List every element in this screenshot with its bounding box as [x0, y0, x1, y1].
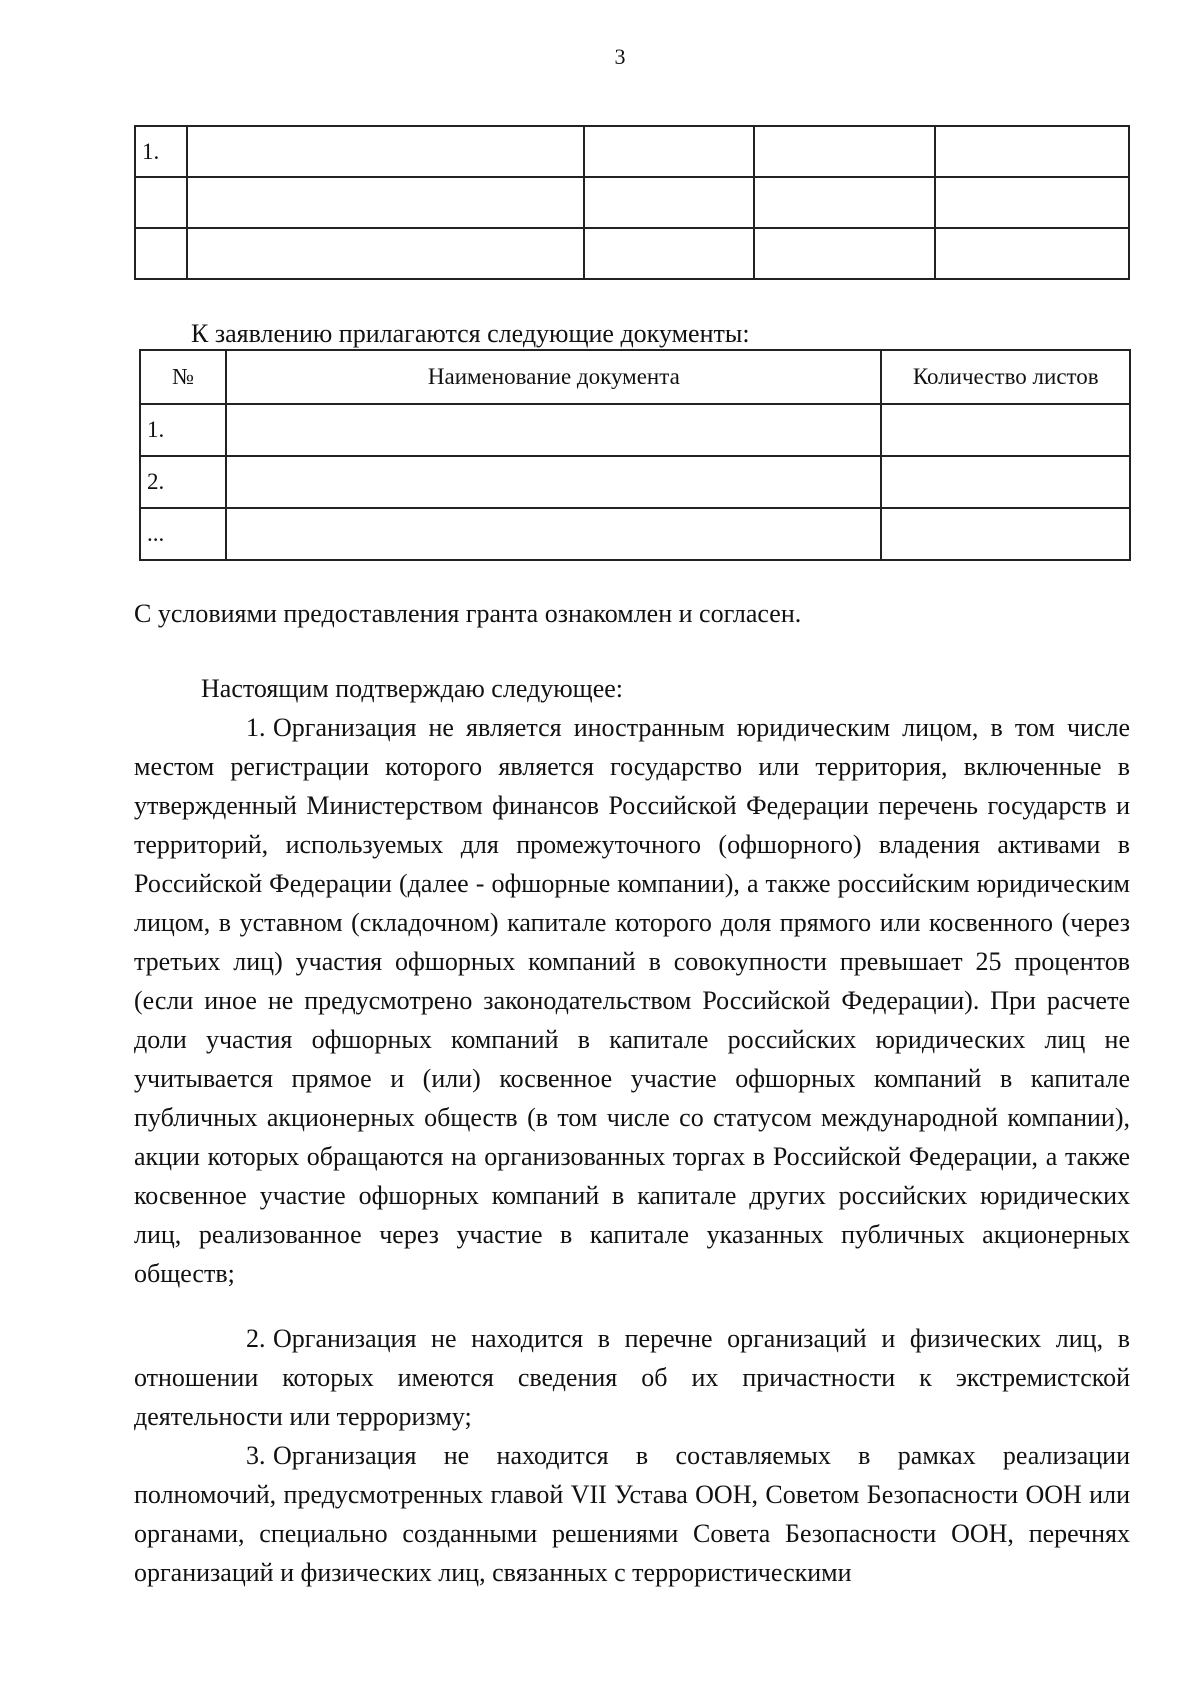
table-cell — [754, 228, 936, 279]
sheet-count-cell — [881, 508, 1130, 560]
table-cell — [754, 126, 936, 177]
table-row — [140, 508, 1130, 560]
clause-text: Организация не находится в перечне организаций и физических лиц, в отношении которых имеются сведения об их причастности к экстремистской деятельности или терроризму; — [134, 1324, 1130, 1431]
table-cell — [584, 126, 754, 177]
page-number: 3 — [614, 44, 626, 69]
sheet-count-cell — [881, 404, 1130, 456]
table-row — [135, 228, 1129, 279]
table-cell — [584, 177, 754, 228]
table-cell — [187, 126, 584, 177]
table-cell — [187, 177, 584, 228]
table-header-row — [140, 350, 1130, 404]
agreement-statement: С условиями предоставления гранта ознакомлен и согласен. — [134, 599, 802, 628]
clause-2 — [134, 1319, 1130, 1436]
data-table — [134, 125, 1130, 280]
table-cell — [935, 228, 1129, 279]
clause-text: Организация не находится в составляемых в рамках реализации полномочий, предусмотренных главой VII Устава ООН, Советом Безопасности ООН или органами, специально созданными решениями Совета Безопасности ООН, перечнях организаций и физических лиц, связанных с террористическими — [134, 1441, 1130, 1587]
clause-number: 2. — [246, 1324, 266, 1353]
table-cell — [935, 177, 1129, 228]
table-cell — [135, 177, 187, 228]
table-cell — [584, 228, 754, 279]
table-row — [135, 126, 1129, 177]
clause-1 — [134, 708, 1130, 1293]
table-row — [140, 404, 1130, 456]
table-row — [140, 456, 1130, 508]
clause-number: 1. — [246, 713, 266, 742]
column-header-document-name: Наименование документа — [226, 350, 881, 404]
table-cell: 1. — [135, 126, 187, 177]
table-cell — [754, 177, 936, 228]
table-cell — [135, 228, 187, 279]
document-name-cell — [226, 404, 881, 456]
sheet-count-cell — [881, 456, 1130, 508]
table-row — [135, 177, 1129, 228]
attachments-table — [139, 349, 1131, 561]
confirmation-intro: Настоящим подтверждаю следующее: — [201, 674, 623, 703]
row-number: 1. — [140, 404, 226, 456]
clause-3 — [134, 1436, 1130, 1592]
document-name-cell — [226, 508, 881, 560]
row-number: 2. — [140, 456, 226, 508]
column-header-number: № — [140, 350, 226, 404]
attachments-heading: К заявлению прилагаются следующие документы: — [191, 319, 750, 348]
row-number: ... — [140, 508, 226, 560]
column-header-sheet-count: Количество листов — [881, 350, 1130, 404]
clause-number: 3. — [246, 1441, 266, 1470]
table-cell — [935, 126, 1129, 177]
table-cell — [187, 228, 584, 279]
document-name-cell — [226, 456, 881, 508]
clause-text: Организация не является иностранным юридическим лицом, в том числе местом регистрации которого является государство или территория, включенные в утвержденный Министерством финансов Российской Федерации перечень государств и территорий, используемых для промежуточного (офшорного) владения активами в Российской Федерации (далее - офшорные компании), а также российским юридическим лицом, в уставном (складочном) капитале которого доля прямого или косвенного (через третьих лиц) участия офшорных компаний в совокупности превышает 25 процентов (если иное не предусмотрено законодательством Российской Федерации). При расчете доли участия офшорных компаний в капитале российских юридических лиц не учитывается прямое и (или) косвенное участие офшорных компаний в капитале публичных акционерных обществ (в том числе со статусом международной компании), акции которых обращаются на организованных торгах в Российской Федерации, а также косвенное участие офшорных компаний в капитале других российских юридических лиц, реализованное через участие в капитале указанных публичных акционерных обществ; — [134, 713, 1130, 1288]
